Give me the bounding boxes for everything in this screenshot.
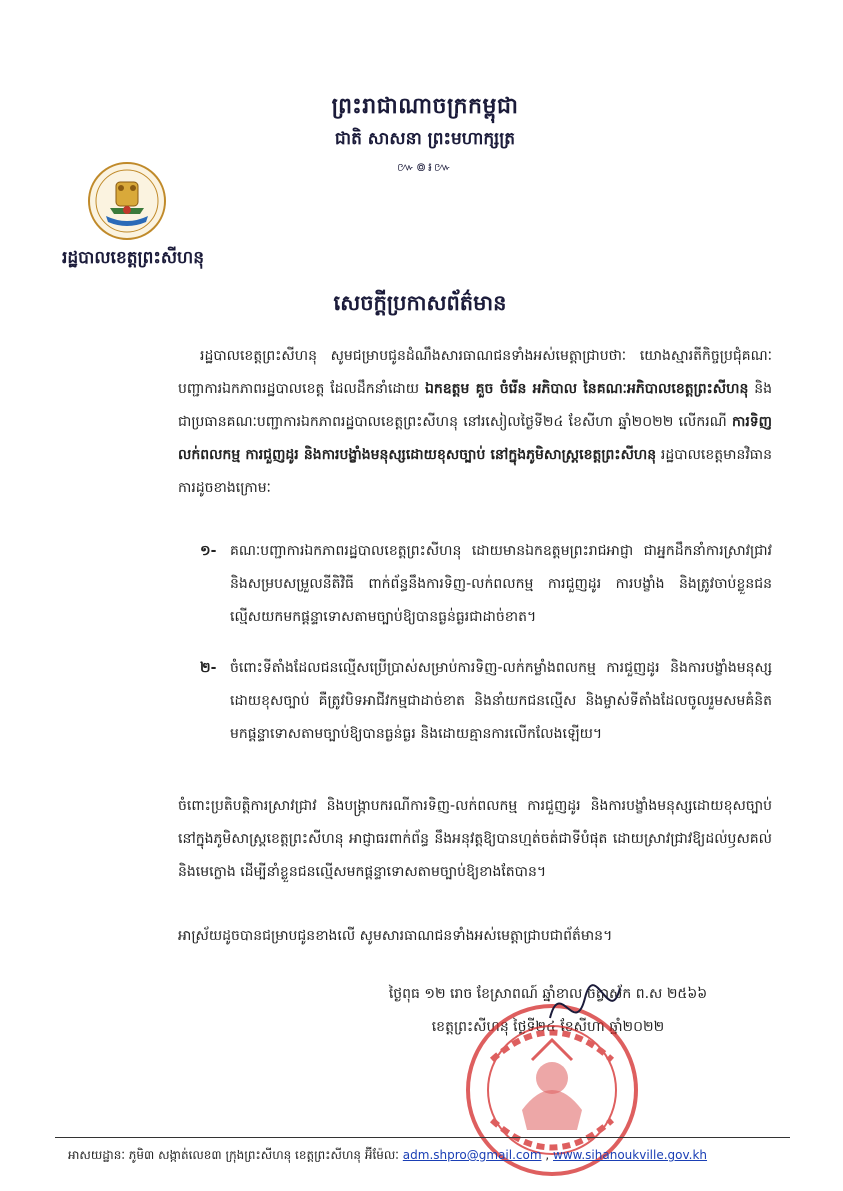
kingdom-title: ព្រះរាជាណាចក្រកម្ពុជា xyxy=(331,94,519,119)
paragraph-closing: អាស្រ័យដូចបានជម្រាបជូនខាងលើ សូមសារធាណជនទាំងអស់មេត្តាជ្រាបជាព័ត៌មាន។ xyxy=(178,928,613,944)
organization-name: រដ្ឋបាលខេត្តព្រះសីហនុ xyxy=(62,248,205,268)
document-header xyxy=(250,92,600,177)
intro-text-e: រដ្ឋបាលខេត្តមានវិធានការដូចខាងក្រោមៈ xyxy=(178,447,772,496)
national-motto: ជាតិ សាសនា ព្រះមហាក្សត្រ xyxy=(334,129,516,149)
list-item xyxy=(200,535,772,636)
footer-separator: , xyxy=(545,1148,550,1162)
lunar-date: ថ្ងៃពុធ ១២ រោច ខែស្រាពណ៍ ឆ្នាំខាល ចត្វាស័ក ព.ស ២៥៦៦ xyxy=(388,986,708,1002)
footer-address: អាសយដ្ឋានៈ ភូមិ៣ សង្កាត់លេខ៣ ក្រុងព្រះសីហនុ ខេត្តព្រះសីហនុ អ៊ីម៉ែលៈ xyxy=(68,1148,399,1162)
province-logo-icon xyxy=(86,160,168,242)
paragraph-operations: ចំពោះប្រតិបត្តិការស្រាវជ្រាវ និងបង្ក្រាបករណីការទិញ-លក់ពលកម្ម ការជួញដូរ និងការបង្ខាំងមនុស្សដោយខុសច្បាប់ នៅក្នុងភូមិសាស្ត្រខេត្តព្រះសីហនុ អាជ្ញាធរពាក់ព័ន្ធ នឹងអនុវត្តឱ្យបានហ្មត់ចត់ជាទីបំផុត ដោយស្រាវជ្រាវឱ្យដល់ឫសគល់ និងមេក្លោង ដើម្បីនាំខ្លួនជនល្មើសមកផ្តន្ទាទោសតាមច្បាប់ឱ្យខាងតែបាន។ xyxy=(178,798,772,880)
footer-divider xyxy=(55,1137,790,1138)
list-item-number: ២- xyxy=(200,660,217,676)
signature-icon xyxy=(540,968,630,1048)
list-item xyxy=(200,652,772,753)
footer xyxy=(68,1147,788,1165)
ornament-divider: ៚៙៛៚ xyxy=(397,160,453,174)
list-item-number: ១- xyxy=(200,543,217,559)
document-title: សេចក្តីប្រកាសព័ត៌មាន xyxy=(333,291,507,315)
email-link[interactable]: adm.shpro@gmail.com xyxy=(402,1148,542,1162)
intro-text-a: រដ្ឋបាលខេត្តព្រះសីហនុ សូមជម្រាបជូនដំណឹងសារធាណជនទាំងអស់មេត្តាជ្រាបថាៈ យោងស្មារតីកិច្ចប្រជុំគណៈបញ្ជាការឯកភាពរដ្ឋបាលខេត្ត ដែលដឹកនាំដោយ xyxy=(178,348,772,397)
list-item-text: គណៈបញ្ជាការឯកភាពរដ្ឋបាលខេត្តព្រះសីហនុ ដោយមានឯកឧត្តមព្រះរាជអាជ្ញា ជាអ្នកដឹកនាំការស្រាវជ្រាវ និងសម្របសម្រួលនីតិវិធី ពាក់ព័ន្ធនឹងការទិញ-លក់ពលកម្ម ការជួញដូរ ការបង្ខាំង និងត្រូវចាប់ខ្លួនជនល្មើសយកមកផ្តន្ទាទោសតាមច្បាប់ឱ្យបានធ្ងន់ធ្ងរជាដាច់ខាត។ xyxy=(230,543,772,625)
list-item-text: ចំពោះទីតាំងដែលជនល្មើសប្រើប្រាស់សម្រាប់ការទិញ-លក់កម្លាំងពលកម្ម ការជួញដូរ និងការបង្ខាំងមនុស្សដោយខុសច្បាប់ គឺត្រូវបិទអាជីវកម្មជាដាច់ខាត និងនាំយកជនល្មើស និងម្ចាស់ទីតាំងដែលចូលរួមសមគំនិត មកផ្តន្ទាទោសតាមច្បាប់ឱ្យបានធ្ងន់ធ្ងរ និងដោយគ្មានការលើកលែងឡើយ។ xyxy=(230,660,772,742)
website-link[interactable]: www.sihanoukville.gov.kh xyxy=(553,1148,708,1162)
intro-text-b: ឯកឧត្តម គួច ចំរើន អភិបាល នៃគណៈអភិបាលខេត្តព្រះសីហនុ xyxy=(424,381,749,397)
intro-text-d: ការទិញលក់ពលកម្ម ការជួញដូរ និងការបង្ខាំងមនុស្សដោយខុសច្បាប់ នៅក្នុងភូមិសាស្ត្រខេត្តព្រះសីហនុ xyxy=(178,414,772,463)
intro-text-c: និងជាប្រធានគណៈបញ្ជាការឯកភាពរដ្ឋបាលខេត្តព្រះសីហនុ នៅរសៀលថ្ងៃទី២៤ ខែសីហា ឆ្នាំ២០២២ លើករណី xyxy=(178,381,772,430)
paragraph-intro xyxy=(178,340,772,505)
solar-date: ខេត្តព្រះសីហនុ ថ្ងៃទី២៤ ខែសីហា ឆ្នាំ២០២២ xyxy=(431,1019,665,1035)
